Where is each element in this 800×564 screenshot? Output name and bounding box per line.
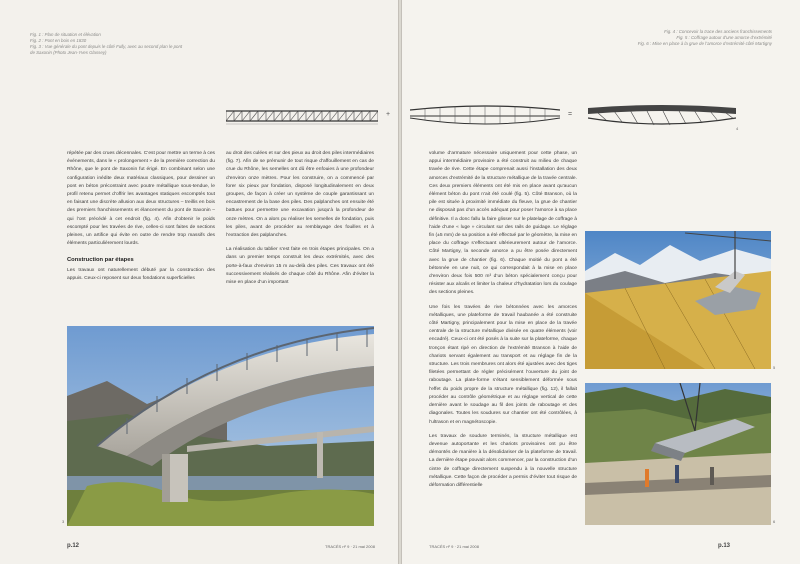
caption-fig2: Fig. 2 : Pont en bois en 1830 — [30, 38, 87, 43]
plus-sign: + — [386, 111, 391, 118]
paragraph: Les travaux ont naturellement débuté par la construction des appuis. Ceux-ci reposent sur deux fondations superficielles — [67, 267, 215, 281]
equals-sign: = — [568, 111, 573, 118]
caption-fig3-credit: de Saxonin (Photo Jean-Yves Glassey) — [30, 50, 107, 55]
truss-elevation-illustration — [226, 107, 378, 129]
paragraph: répétée par des crues décennales. C’est pour mettre un terme à ces événements, dans le « prolongement » de la première correction du Rhône, que le pont de Saxonin fut érigé. En combinant selon une configuration inédite deux matériaux classiques, pour dessiner un pont en béton précontraint avec poutre métallique sous-tendue, le profil retenu permet d’offrir les avantages statiques escomptés tout en faisant une discrète allusion aux deux structures – treillis en bois des premiers franchissements et élancement du pont de Saxonin – qui l’ont précédé à cet endroit (fig. 4). Afin d’obtenir le poids escompté pour les travées de rive, celles-ci sont faites de sections pleines, un artifice qui évite en outre de rendre trop massifs des éléments particulièrement lourds. — [67, 151, 215, 247]
elevation-drawing-3 — [588, 104, 739, 131]
photo-number: 3 — [62, 519, 65, 524]
page-number-right: p.13 — [718, 543, 731, 549]
bridge-photo-illustration — [67, 326, 374, 526]
formwork-photo — [585, 231, 771, 369]
left-column-2 — [226, 150, 374, 287]
right-captions — [638, 29, 772, 47]
footer-left: TRACÉS nº 9 · 21 mai 2008 — [325, 544, 375, 549]
caption-fig5: Fig. 5 : Coffrage autour d’une amorce d’extrémité — [676, 35, 772, 40]
crane-placement-photo-illustration — [585, 383, 771, 525]
combined-elevation-illustration — [588, 104, 739, 131]
paragraph: Une fois les travées de rive bétonnées avec les amorces métalliques, une plateforme de travail haubanée a été construite côté Martigny, principalement pour la mise en place de la travée centrale de la structure métallique divisée en quatre éléments (voir encadré). Ceux-ci ont été posés à la suite sur la plateforme, chaque tronçon étant ripé en direction de l’extrémité Branson à l’aide de chariots servant également au transport et au réglage fin de la structure. Les trois membrures ont alors été ajustées avec des tiges filetées permettant de régler précisément l’ouverture du joint de raboutage. La plate-forme s’étant sensiblement déformée sous l’effet du poids propre de la structure métallique (fig. 12), il fallait procéder au contrôle géométrique et au réglage vertical de cette dernière avant le soudage au fil des joints de raboutage et des diagonales. Toutes les soudures sur chantier ont été contrôlées, à l’ultrason et en magnétoscopie. — [429, 304, 577, 425]
left-captions — [30, 32, 182, 56]
left-page — [0, 0, 398, 564]
page-number-left: p.12 — [67, 543, 80, 549]
caption-fig3: Fig. 3 : Vue générale du pont depuis le côté Fully, avec au second plan le pont — [30, 44, 183, 49]
photo6-number: 6 — [773, 519, 776, 524]
right-page — [402, 0, 800, 564]
arch-elevation-illustration — [410, 104, 560, 130]
photo5-number: 5 — [773, 365, 776, 370]
formwork-photo-illustration — [585, 231, 771, 369]
paragraph: La réalisation du tablier s’est faite en trois étapes principales. On a dans un premier temps construit les deux extrémités, avec des porte-à-faux d’environ 15 m au-delà des piles. Ces travaux ont été successivement réalisés de chaque côté du Rhône. Afin d’éviter la mise en place d’un important — [226, 247, 374, 286]
paragraph: volume d’armature nécessaire uniquement pour cette phase, un appui intermédiaire provisoire a été construit au milieu de chaque travée de rive. Cette étape comprenait aussi l’installation des deux amorces d’extrémité de la structure métallique de la travée centrale. Ces deux premiers éléments ont été mis en place avant qu’aucun élément béton du pont n’ait été coulé (fig. 5). Côté Branson, où la pile est située à proximité immédiate du fleuve, la grue de chantier ne disposait pas d’un accès adéquat pour poser l’amorce à sa place définitive. Il a donc fallu la faire glisser sur le platelage de coffrage à l’aide d’une « luge » circulant sur des rails de guidage. Le réglage fin (±5 mm) de sa position a été effectué par le géomètre, la mise en place du coffrage s’effectuant ultérieurement autour de l’amorce. Côté Martigny, la seconde amorce a pu être posée directement avec la grue de chantier (fig. 6). Chaque moitié du pont a été bétonnée en une nuit, ce qui correspondait à la mise en place d’environ deux fois 500 m³ d’un béton spécialement conçu pour résister aux alcalis et limiter la chaleur d’hydratation lors du coulage des sections pleines. — [429, 151, 577, 296]
caption-fig6: Fig. 6 : Mise en place à la grue de l’amorce d’extrémité côté Martigny — [637, 41, 772, 46]
caption-fig4: Fig. 4 : Concevoir la trace des anciens franchissements — [664, 29, 772, 34]
elevation-drawing-1 — [226, 107, 378, 129]
caption-fig1: Fig. 1 : Plan de situation et élévation — [30, 32, 101, 37]
paragraph: au droit des culées et sur des pieux au droit des piles intermédiaires (fig. 7). Afin de se prémunir de tout risque d’affouillement en cas de crue du Rhône, les semelles ont dû être enfouies à une profondeur d’environ onze mètres. Pour les construire, on a commencé par forer six pieux par fondation, disposé longitudinalement en deux groupes, de façon à créer un système de couple garantissant un encastrement de la base des piles. Des palplanches ont ensuite été battues pour permettre une excavation jusqu’à la profondeur de onze mètres. On a alors pu réaliser les semelles de fondation, puis les piles, avant de procéder au remblayage des fouilles et à l’extraction des palplanches. — [226, 151, 374, 239]
paragraph: Les travaux de soudure terminés, la structure métallique est devenue autoportante et les chariots provisoires ont pu être démontés de manière à la désolidariser de la plateforme de travail. La dernière étape pouvait alors commencer, par la construction d’un cintre de coffrage directement suspendu à la nouvelle structure métallique. Cette façon de procéder a permis d’éviter tout risque de déformation différentielle — [429, 433, 577, 488]
left-column-1 — [67, 150, 215, 283]
diagram-number: 4 — [736, 126, 739, 131]
elevation-drawing-2 — [410, 104, 560, 130]
section-heading: Construction par étapes — [67, 257, 134, 264]
crane-placement-photo — [585, 383, 771, 525]
footer-right: TRACÉS nº 9 · 21 mai 2008 — [429, 544, 479, 549]
bridge-photo — [67, 326, 374, 526]
right-column-1 — [429, 150, 577, 490]
